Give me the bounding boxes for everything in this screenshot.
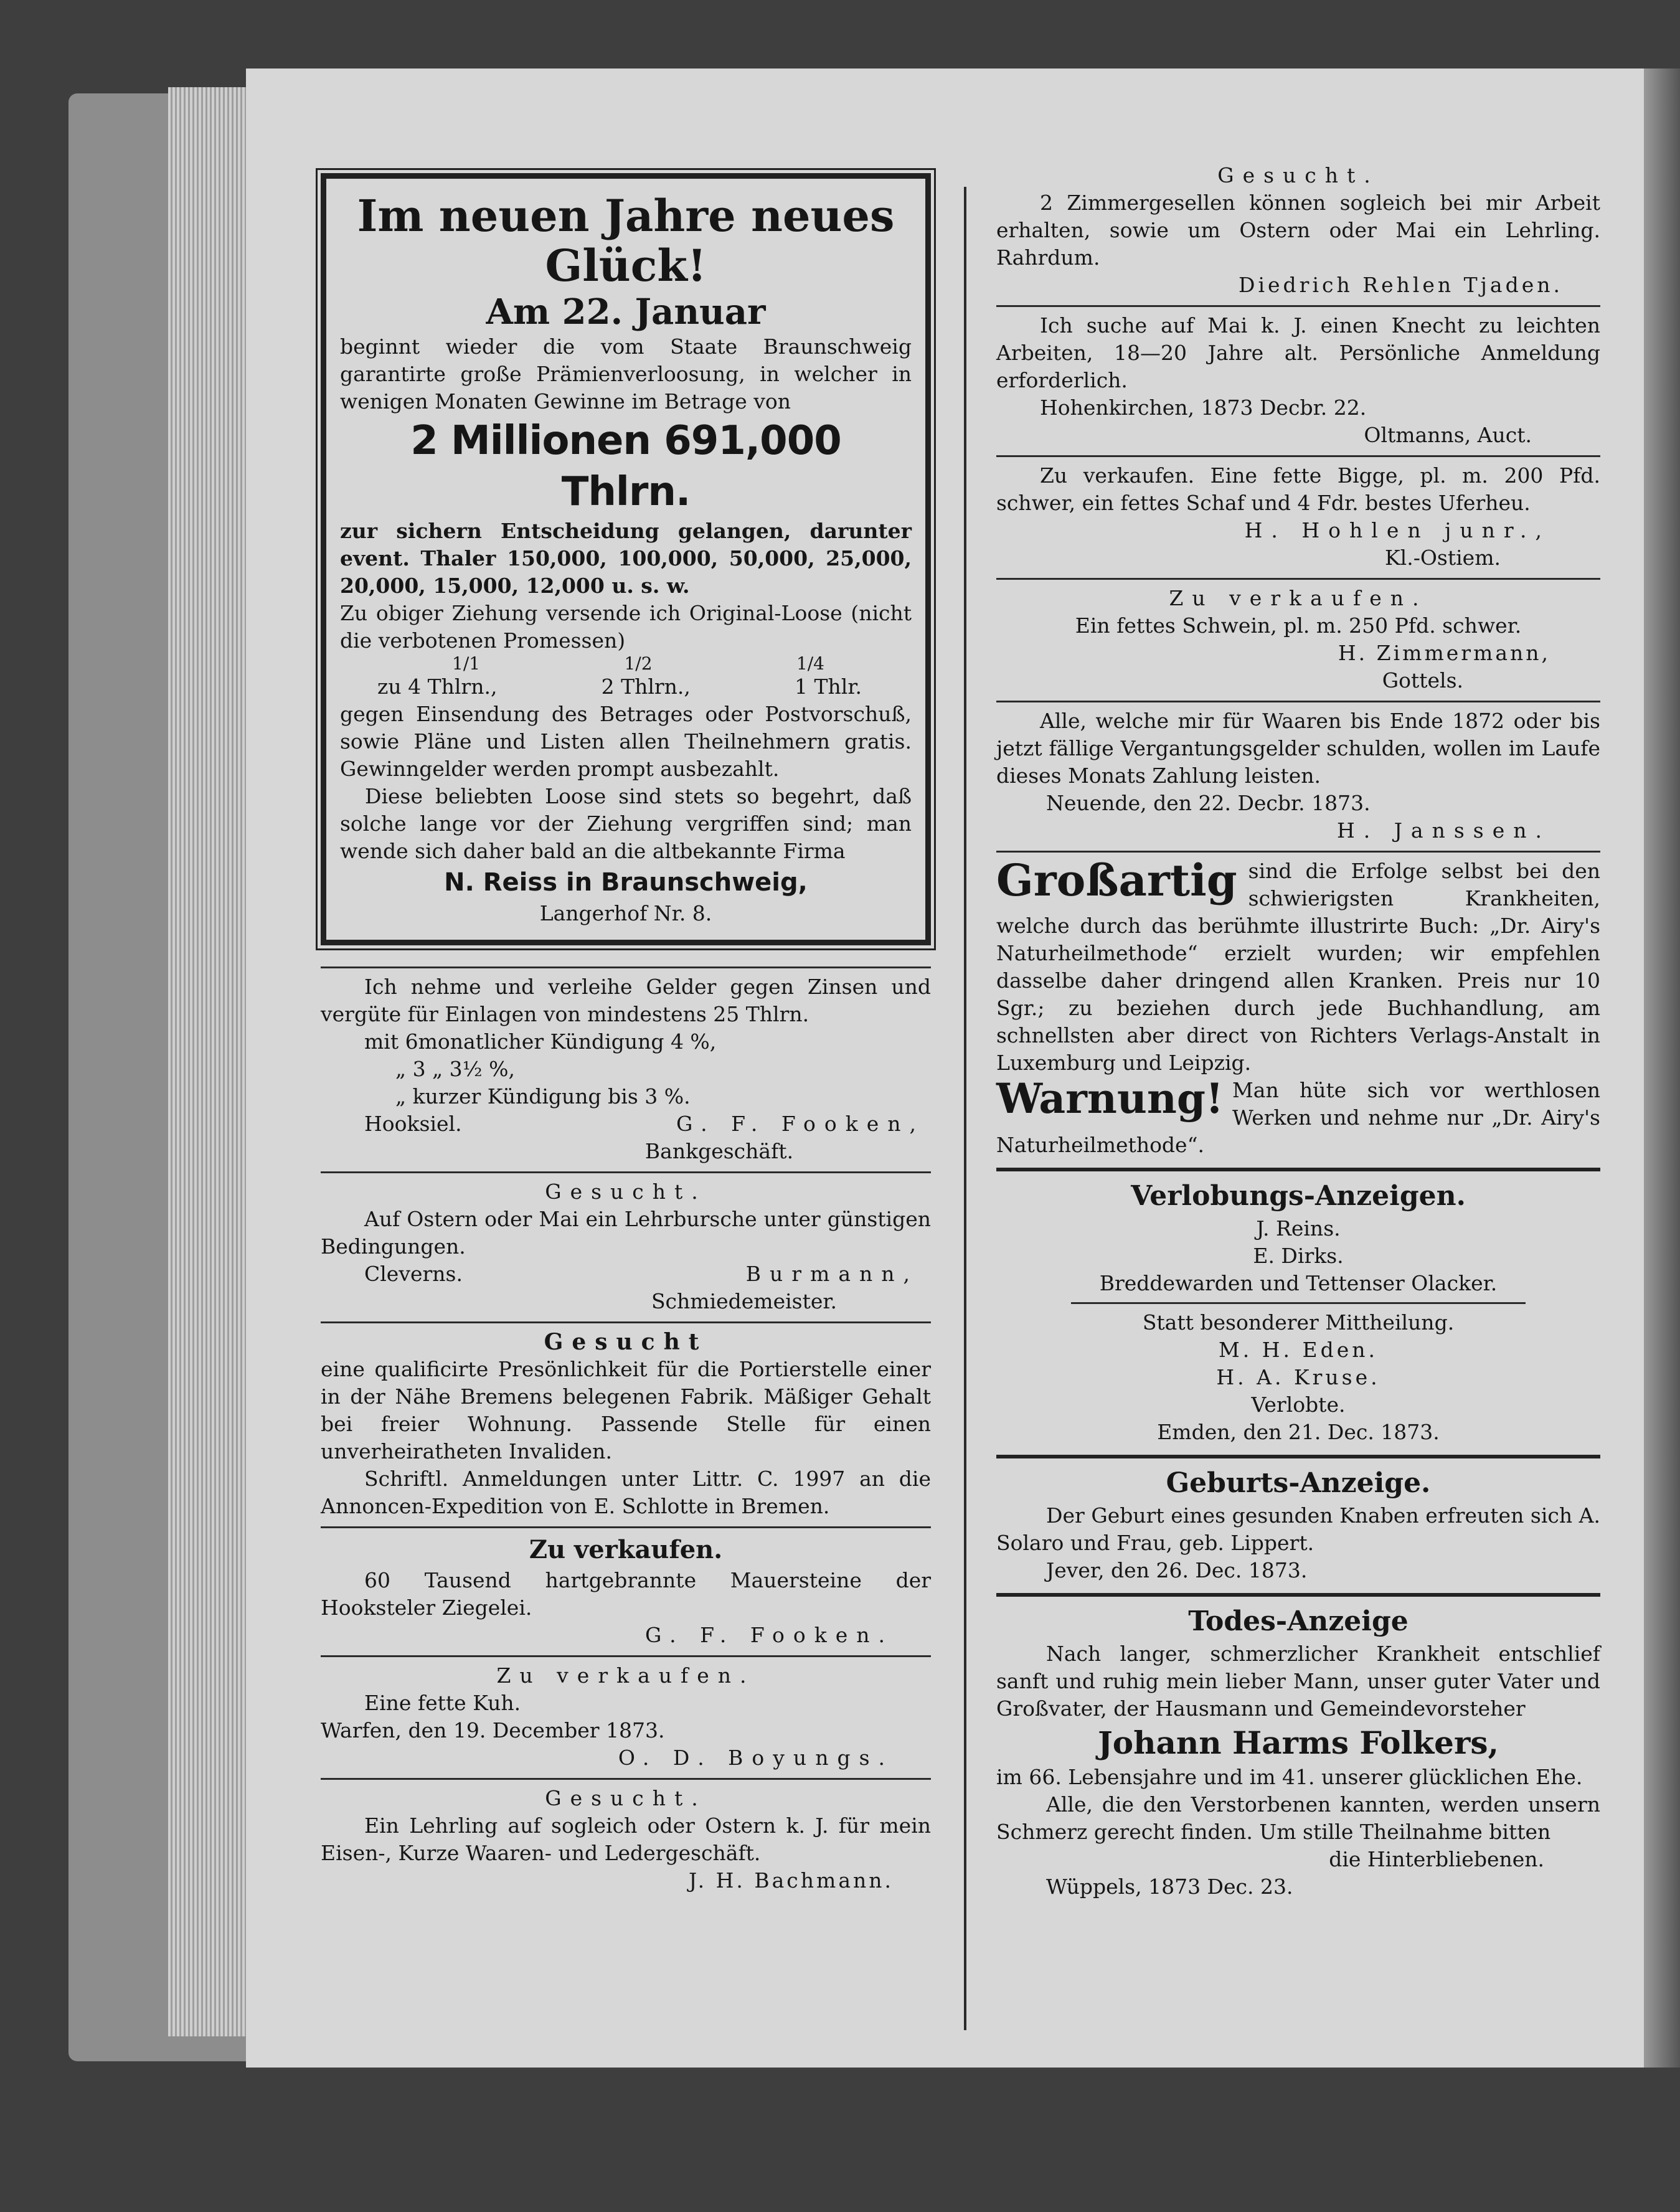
airy-body: sind die Erfolge selbst bei den schwierigsten Krankheiten, welche durch das berühmte illustrirte Buch: „Dr. Airy's Naturheilmethode“ erzielt wurden; wir empfehlen dasselbe daher dringend allen Kranken. Preis nur 10 Sgr.; zu beziehen durch jede Buchhandlung, am schnellsten aber direct von Richters Verlags-Anstalt in Luxemburg und Leipzig.: [996, 859, 1600, 1075]
boyungs-line1: Eine fette Kuh.: [364, 1691, 521, 1715]
zimmermann-name: H. Zimmermann,: [1338, 641, 1550, 665]
ad-fractions: [340, 655, 912, 673]
oltmanns-place: Hohenkirchen, 1873 Decbr. 22.: [1040, 395, 1367, 420]
airy-text: [996, 854, 1600, 1077]
divider: [321, 967, 931, 968]
ziegel-name: G. F. Fooken.: [645, 1623, 894, 1647]
ad-address: Langerhof Nr. 8.: [539, 901, 712, 925]
oltmanns-name: Oltmanns, Auct.: [1364, 423, 1532, 447]
column-divider: [964, 187, 966, 2030]
ad-note: Diese beliebten Loose sind stets so begehrt, daß solche lange vor der Ziehung vergriffen sind; man wende sich daher bald an die altbekannte Firma: [340, 784, 912, 863]
divider: [321, 1655, 931, 1657]
ad-terms: gegen Einsendung des Betrages oder Postvorschuß, sowie Pläne und Listen allen Theilnehmern gratis. Gewinngelder werden prompt ausbezahlt.: [340, 702, 912, 781]
fraction-quarter: 1/4: [796, 653, 824, 674]
hohlen-notice: [996, 462, 1600, 572]
burmann-place: Cleverns.: [364, 1262, 463, 1286]
divider: [996, 305, 1600, 307]
divider: [321, 1171, 931, 1173]
todes-text: Nach langer, schmerzlicher Krankheit entschlief sanft und ruhig mein lieber Mann, unser guter Vater und Großvater, der Hausmann und Gemeindevorsteher: [996, 1642, 1600, 1721]
fooken-bank-notice: [321, 973, 931, 1165]
verlobung-title: Verlobungs-Anzeigen.: [1131, 1180, 1466, 1212]
fooken-text: Ich nehme und verleihe Gelder gegen Zinsen und vergüte für Einlagen von mindestens 25 Thlrn.: [321, 975, 931, 1026]
divider: [996, 455, 1600, 457]
left-column: [321, 173, 931, 1894]
divider: [996, 851, 1600, 853]
zimmermann-place: Gottels.: [1382, 668, 1463, 692]
airy-warning-headline: Warnung!: [996, 1074, 1224, 1123]
tjaden-title: Gesucht.: [1217, 163, 1379, 187]
airy-warning-text: Man hüte sich vor werthlosen Werken und nehme nur „Dr. Airy's Naturheilmethode“.: [996, 1078, 1600, 1157]
divider: [996, 1455, 1600, 1458]
boyungs-name: O. D. Boyungs.: [618, 1746, 894, 1770]
price-quarter: 1 Thlr.: [795, 674, 862, 699]
fooken-role: Bankgeschäft.: [644, 1139, 794, 1163]
verlobung-sub: Statt besonderer Mittheilung.: [1142, 1310, 1455, 1335]
divider: [996, 1593, 1600, 1597]
ad-prices: [340, 673, 912, 701]
fooken-place: Hooksiel.: [364, 1112, 462, 1136]
tjaden-notice: [996, 162, 1600, 299]
burmann-signature: [321, 1260, 931, 1288]
boyungs-title: Zu verkaufen.: [496, 1663, 755, 1688]
todes-place: Wüppels, 1873 Dec. 23.: [1046, 1874, 1293, 1899]
reiss-lottery-ad: [321, 173, 931, 945]
divider: [996, 701, 1600, 702]
ad-date: Am 22. Januar: [486, 291, 766, 333]
tjaden-text: 2 Zimmergesellen können sogleich bei mir Arbeit erhalten, sowie um Ostern oder Mai ein Lehrling. Rahrdum.: [996, 191, 1600, 270]
geburt-place: Jever, den 26. Dec. 1873.: [1046, 1558, 1308, 1582]
verlobung-name2: E. Dirks.: [1253, 1244, 1344, 1268]
todes-name: Johann Harms Folkers,: [1098, 1724, 1499, 1761]
divider: [321, 1321, 931, 1323]
verlobung-place1: Breddewarden und Tettenser Olacker.: [1099, 1271, 1498, 1295]
janssen-text: Alle, welche mir für Waaren bis Ende 1872 oder bis jetzt fällige Vergantungsgelder schulden, wollen im Laufe dieses Monats Zahlung leisten.: [996, 709, 1600, 788]
ad-offer: Zu obiger Ziehung versende ich Original-Loose (nicht die verbotenen Promessen): [340, 601, 912, 653]
page-stack-edge: [168, 87, 255, 2036]
janssen-notice: [996, 707, 1600, 844]
divider: [996, 578, 1600, 580]
fooken-signature: [321, 1110, 931, 1138]
verlobung-status: Verlobte.: [1251, 1392, 1346, 1417]
fooken-rate3: „ kurzer Kündigung bis 3 %.: [395, 1084, 691, 1108]
price-half: 2 Thlrn.,: [601, 674, 691, 699]
todes-signers: die Hinterbliebenen.: [1329, 1847, 1544, 1871]
burmann-name: Burmann,: [745, 1262, 918, 1286]
ad-amount: 2 Millionen 691,000 Thlrn.: [410, 418, 841, 515]
zimmermann-title: Zu verkaufen.: [1169, 586, 1428, 610]
right-column: [996, 162, 1600, 1901]
todes-notice: [996, 1603, 1600, 1901]
price-whole: zu 4 Thlrn.,: [377, 674, 498, 699]
ad-amounts-text: zur sichern Entscheidung gelangen, darunter event. Thaler 150,000, 100,000, 50,000, 25,000, 20,000, 15,000, 12,000 u. s. w.: [340, 519, 912, 598]
todes-text3: Alle, die den Verstorbenen kannten, werden unsern Schmerz gerecht finden. Um stille Theilnahme bitten: [996, 1792, 1600, 1844]
bachmann-name: J. H. Bachmann.: [688, 1868, 894, 1893]
ad-firm: N. Reiss in Braunschweig,: [444, 868, 808, 897]
hohlen-place: Kl.-Ostiem.: [1385, 546, 1501, 570]
ad-headline-line2: Glück!: [545, 240, 707, 291]
verlobung-name3: M. H. Eden.: [1218, 1338, 1378, 1362]
todes-title: Todes-Anzeige: [1188, 1605, 1409, 1637]
hohlen-name: H. Hohlen junr.,: [1244, 518, 1550, 542]
ziegel-notice: [321, 1533, 931, 1649]
tjaden-name: Diedrich Rehlen Tjaden.: [1239, 273, 1563, 297]
oltmanns-text: Ich suche auf Mai k. J. einen Knecht zu leichten Arbeiten, 18—20 Jahre alt. Persönliche Anmeldung erforderlich.: [996, 313, 1600, 392]
bachmann-notice: [321, 1785, 931, 1894]
janssen-name: H. Janssen.: [1336, 818, 1550, 843]
janssen-place: Neuende, den 22. Decbr. 1873.: [1046, 791, 1371, 815]
airy-ad: [996, 854, 1600, 1159]
fooken-name: G. F. Fooken,: [676, 1112, 925, 1136]
burmann-text: Auf Ostern oder Mai ein Lehrbursche unter günstigen Bedingungen.: [321, 1207, 931, 1259]
ziegel-title: Zu verkaufen.: [529, 1535, 723, 1564]
airy-headline: Großartig: [996, 854, 1237, 906]
schlotte-text: eine qualificirte Presönlichkeit für die Portierstelle einer in der Nähe Bremens belegenen Fabrik. Mäßiger Gehalt bei freier Wohnung. Passende Stelle für einen unverheiratheten Invaliden.: [321, 1357, 931, 1463]
geburt-title: Geburts-Anzeige.: [1166, 1467, 1431, 1499]
verlobung-name1: J. Reins.: [1256, 1216, 1341, 1241]
zimmermann-notice: [996, 585, 1600, 694]
oltmanns-notice: [996, 312, 1600, 449]
zimmermann-text: Ein fettes Schwein, pl. m. 250 Pfd. schwer.: [1075, 613, 1522, 638]
hohlen-text: Zu verkaufen. Eine fette Bigge, pl. m. 200 Pfd. schwer, ein fettes Schaf und 4 Fdr. bestes Uferheu.: [996, 463, 1600, 515]
fooken-rate1: mit 6monatlicher Kündigung 4 %,: [364, 1029, 717, 1054]
burmann-role: Schmiedemeister.: [651, 1289, 838, 1313]
verlobung-name4: H. A. Kruse.: [1216, 1365, 1380, 1389]
schlotte-title: Gesucht: [544, 1329, 708, 1355]
ad-headline-line1: Im neuen Jahre neues: [357, 190, 895, 242]
geburt-text: Der Geburt eines gesunden Knaben erfreuten sich A. Solaro und Frau, geb. Lippert.: [996, 1503, 1600, 1555]
divider: [321, 1778, 931, 1780]
burmann-notice: [321, 1178, 931, 1315]
boyungs-line2: Warfen, den 19. December 1873.: [321, 1718, 665, 1742]
burmann-title: Gesucht.: [545, 1179, 707, 1204]
bachmann-text: Ein Lehrling auf sogleich oder Ostern k. J. für mein Eisen-, Kurze Waaren- und Ledergeschäft.: [321, 1813, 931, 1865]
geburt-notice: [996, 1465, 1600, 1584]
boyungs-notice: [321, 1662, 931, 1772]
bachmann-title: Gesucht.: [545, 1786, 707, 1810]
book-gutter: [1644, 69, 1680, 2068]
verlobung-place2: Emden, den 21. Dec. 1873.: [1157, 1420, 1440, 1444]
divider: [996, 1168, 1600, 1171]
schlotte-notice: [321, 1328, 931, 1520]
fraction-half: 1/2: [624, 653, 653, 674]
todes-text2: im 66. Lebensjahre und im 41. unserer glücklichen Ehe.: [996, 1765, 1583, 1789]
ziegel-text: 60 Tausend hartgebrannte Mauersteine der Hooksteler Ziegelei.: [321, 1568, 931, 1620]
schlotte-text2: Schriftl. Anmeldungen unter Littr. C. 1997 an die Annoncen-Expedition von E. Schlotte in Bremen.: [321, 1467, 931, 1518]
ad-intro: beginnt wieder die vom Staate Braunschweig garantirte große Prämienverloosung, in welcher in wenigen Monaten Gewinne im Betrage von: [340, 334, 912, 414]
airy-warning: [996, 1074, 1600, 1159]
divider: [321, 1526, 931, 1528]
verlobung-notice: [996, 1178, 1600, 1446]
fooken-rate2: „ 3 „ 3½ %,: [395, 1057, 515, 1081]
fraction-whole: 1/1: [452, 653, 481, 674]
divider: [1071, 1302, 1526, 1304]
